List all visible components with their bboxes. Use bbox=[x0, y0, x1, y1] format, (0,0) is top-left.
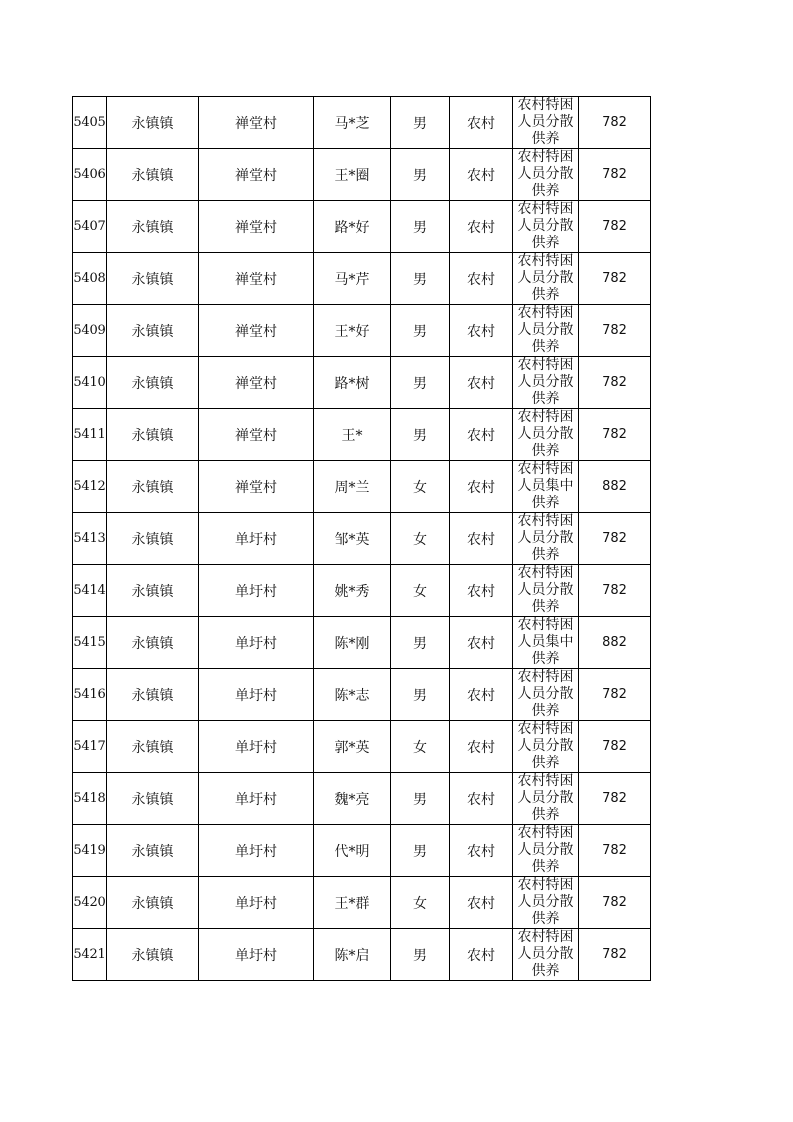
residence-type-cell: 农村 bbox=[450, 253, 513, 305]
residence-type-cell: 农村 bbox=[450, 461, 513, 513]
town-cell: 永镇镇 bbox=[107, 513, 199, 565]
amount-cell: 882 bbox=[579, 461, 651, 513]
residence-type-cell: 农村 bbox=[450, 565, 513, 617]
table-row bbox=[73, 409, 651, 461]
residence-type-cell: 农村 bbox=[450, 513, 513, 565]
amount-cell: 782 bbox=[579, 877, 651, 929]
amount-cell: 782 bbox=[579, 721, 651, 773]
town-cell: 永镇镇 bbox=[107, 305, 199, 357]
village-cell: 单圩村 bbox=[199, 825, 314, 877]
table-row bbox=[73, 669, 651, 721]
gender-cell: 男 bbox=[391, 253, 450, 305]
gender-cell: 女 bbox=[391, 513, 450, 565]
relief-category-cell bbox=[513, 773, 579, 825]
residence-type-cell: 农村 bbox=[450, 617, 513, 669]
residence-type-cell: 农村 bbox=[450, 149, 513, 201]
serial-number-cell: 5419 bbox=[73, 825, 107, 877]
amount-cell: 782 bbox=[579, 409, 651, 461]
relief-category-text: 农村特困人员分散供养 bbox=[517, 565, 574, 615]
town-cell: 永镇镇 bbox=[107, 461, 199, 513]
gender-cell: 男 bbox=[391, 669, 450, 721]
residence-type-cell: 农村 bbox=[450, 409, 513, 461]
village-cell: 单圩村 bbox=[199, 565, 314, 617]
gender-cell: 女 bbox=[391, 565, 450, 617]
gender-cell: 男 bbox=[391, 357, 450, 409]
residence-type-cell: 农村 bbox=[450, 721, 513, 773]
table-row bbox=[73, 929, 651, 981]
gender-cell: 男 bbox=[391, 409, 450, 461]
gender-cell: 男 bbox=[391, 773, 450, 825]
village-cell: 单圩村 bbox=[199, 669, 314, 721]
serial-number-cell: 5413 bbox=[73, 513, 107, 565]
serial-number-cell: 5412 bbox=[73, 461, 107, 513]
table-row bbox=[73, 825, 651, 877]
table-row bbox=[73, 97, 651, 149]
gender-cell: 男 bbox=[391, 305, 450, 357]
amount-cell: 782 bbox=[579, 825, 651, 877]
gender-cell: 男 bbox=[391, 617, 450, 669]
village-cell: 禅堂村 bbox=[199, 253, 314, 305]
town-cell: 永镇镇 bbox=[107, 929, 199, 981]
serial-number-cell: 5406 bbox=[73, 149, 107, 201]
town-cell: 永镇镇 bbox=[107, 877, 199, 929]
table-row bbox=[73, 305, 651, 357]
table-row bbox=[73, 357, 651, 409]
serial-number-cell: 5418 bbox=[73, 773, 107, 825]
table-row bbox=[73, 565, 651, 617]
gender-cell: 女 bbox=[391, 461, 450, 513]
amount-cell: 882 bbox=[579, 617, 651, 669]
serial-number-cell: 5415 bbox=[73, 617, 107, 669]
gender-cell: 女 bbox=[391, 877, 450, 929]
residence-type-cell: 农村 bbox=[450, 201, 513, 253]
gender-cell: 男 bbox=[391, 97, 450, 149]
serial-number-cell: 5405 bbox=[73, 97, 107, 149]
relief-category-cell bbox=[513, 877, 579, 929]
relief-category-cell bbox=[513, 565, 579, 617]
table-row bbox=[73, 513, 651, 565]
table-row bbox=[73, 773, 651, 825]
relief-category-cell bbox=[513, 409, 579, 461]
relief-category-text: 农村特困人员分散供养 bbox=[517, 253, 574, 303]
table-row bbox=[73, 877, 651, 929]
person-name-cell: 陈*启 bbox=[314, 929, 391, 981]
village-cell: 禅堂村 bbox=[199, 409, 314, 461]
relief-category-cell bbox=[513, 825, 579, 877]
relief-category-cell bbox=[513, 201, 579, 253]
relief-category-cell bbox=[513, 929, 579, 981]
serial-number-cell: 5407 bbox=[73, 201, 107, 253]
amount-cell: 782 bbox=[579, 97, 651, 149]
town-cell: 永镇镇 bbox=[107, 773, 199, 825]
gender-cell: 男 bbox=[391, 929, 450, 981]
table-row bbox=[73, 721, 651, 773]
serial-number-cell: 5409 bbox=[73, 305, 107, 357]
relief-category-text: 农村特困人员分散供养 bbox=[517, 201, 574, 251]
serial-number-cell: 5408 bbox=[73, 253, 107, 305]
amount-cell: 782 bbox=[579, 253, 651, 305]
relief-category-cell bbox=[513, 617, 579, 669]
serial-number-cell: 5416 bbox=[73, 669, 107, 721]
serial-number-cell: 5410 bbox=[73, 357, 107, 409]
village-cell: 禅堂村 bbox=[199, 201, 314, 253]
relief-category-text: 农村特困人员分散供养 bbox=[517, 773, 574, 823]
relief-category-cell bbox=[513, 461, 579, 513]
serial-number-cell: 5421 bbox=[73, 929, 107, 981]
table-row bbox=[73, 253, 651, 305]
person-name-cell: 路*树 bbox=[314, 357, 391, 409]
town-cell: 永镇镇 bbox=[107, 201, 199, 253]
relief-category-text: 农村特困人员集中供养 bbox=[517, 461, 574, 511]
relief-roster-table bbox=[72, 96, 651, 981]
person-name-cell: 代*明 bbox=[314, 825, 391, 877]
residence-type-cell: 农村 bbox=[450, 825, 513, 877]
amount-cell: 782 bbox=[579, 201, 651, 253]
person-name-cell: 王* bbox=[314, 409, 391, 461]
residence-type-cell: 农村 bbox=[450, 669, 513, 721]
amount-cell: 782 bbox=[579, 305, 651, 357]
relief-category-cell bbox=[513, 149, 579, 201]
town-cell: 永镇镇 bbox=[107, 357, 199, 409]
table-row bbox=[73, 201, 651, 253]
relief-category-text: 农村特困人员分散供养 bbox=[517, 97, 574, 147]
person-name-cell: 郭*英 bbox=[314, 721, 391, 773]
relief-category-text: 农村特困人员分散供养 bbox=[517, 357, 574, 407]
town-cell: 永镇镇 bbox=[107, 149, 199, 201]
relief-category-text: 农村特困人员分散供养 bbox=[517, 513, 574, 563]
town-cell: 永镇镇 bbox=[107, 97, 199, 149]
amount-cell: 782 bbox=[579, 929, 651, 981]
person-name-cell: 路*好 bbox=[314, 201, 391, 253]
serial-number-cell: 5411 bbox=[73, 409, 107, 461]
village-cell: 单圩村 bbox=[199, 513, 314, 565]
amount-cell: 782 bbox=[579, 565, 651, 617]
residence-type-cell: 农村 bbox=[450, 97, 513, 149]
residence-type-cell: 农村 bbox=[450, 773, 513, 825]
town-cell: 永镇镇 bbox=[107, 825, 199, 877]
village-cell: 单圩村 bbox=[199, 773, 314, 825]
relief-category-text: 农村特困人员分散供养 bbox=[517, 409, 574, 459]
person-name-cell: 王*群 bbox=[314, 877, 391, 929]
person-name-cell: 周*兰 bbox=[314, 461, 391, 513]
table-row bbox=[73, 617, 651, 669]
village-cell: 禅堂村 bbox=[199, 357, 314, 409]
person-name-cell: 马*芝 bbox=[314, 97, 391, 149]
gender-cell: 男 bbox=[391, 201, 450, 253]
relief-category-text: 农村特困人员分散供养 bbox=[517, 305, 574, 355]
person-name-cell: 邹*英 bbox=[314, 513, 391, 565]
residence-type-cell: 农村 bbox=[450, 357, 513, 409]
relief-category-cell bbox=[513, 357, 579, 409]
person-name-cell: 陈*志 bbox=[314, 669, 391, 721]
village-cell: 禅堂村 bbox=[199, 305, 314, 357]
relief-category-cell bbox=[513, 253, 579, 305]
amount-cell: 782 bbox=[579, 513, 651, 565]
serial-number-cell: 5414 bbox=[73, 565, 107, 617]
serial-number-cell: 5420 bbox=[73, 877, 107, 929]
relief-category-text: 农村特困人员分散供养 bbox=[517, 149, 574, 199]
town-cell: 永镇镇 bbox=[107, 669, 199, 721]
amount-cell: 782 bbox=[579, 357, 651, 409]
person-name-cell: 王*圈 bbox=[314, 149, 391, 201]
gender-cell: 男 bbox=[391, 825, 450, 877]
gender-cell: 男 bbox=[391, 149, 450, 201]
town-cell: 永镇镇 bbox=[107, 565, 199, 617]
village-cell: 禅堂村 bbox=[199, 97, 314, 149]
table-body bbox=[73, 97, 651, 981]
village-cell: 禅堂村 bbox=[199, 461, 314, 513]
serial-number-cell: 5417 bbox=[73, 721, 107, 773]
relief-category-cell bbox=[513, 513, 579, 565]
village-cell: 单圩村 bbox=[199, 929, 314, 981]
village-cell: 单圩村 bbox=[199, 721, 314, 773]
person-name-cell: 魏*亮 bbox=[314, 773, 391, 825]
relief-category-text: 农村特困人员分散供养 bbox=[517, 877, 574, 927]
relief-category-text: 农村特困人员分散供养 bbox=[517, 669, 574, 719]
relief-category-text: 农村特困人员分散供养 bbox=[517, 721, 574, 771]
residence-type-cell: 农村 bbox=[450, 877, 513, 929]
relief-category-cell bbox=[513, 97, 579, 149]
residence-type-cell: 农村 bbox=[450, 305, 513, 357]
relief-category-cell bbox=[513, 669, 579, 721]
person-name-cell: 姚*秀 bbox=[314, 565, 391, 617]
town-cell: 永镇镇 bbox=[107, 617, 199, 669]
residence-type-cell: 农村 bbox=[450, 929, 513, 981]
person-name-cell: 陈*刚 bbox=[314, 617, 391, 669]
person-name-cell: 王*好 bbox=[314, 305, 391, 357]
amount-cell: 782 bbox=[579, 669, 651, 721]
table-row bbox=[73, 461, 651, 513]
amount-cell: 782 bbox=[579, 773, 651, 825]
relief-category-cell bbox=[513, 721, 579, 773]
person-name-cell: 马*芹 bbox=[314, 253, 391, 305]
village-cell: 禅堂村 bbox=[199, 149, 314, 201]
relief-category-cell bbox=[513, 305, 579, 357]
relief-category-text: 农村特困人员分散供养 bbox=[517, 825, 574, 875]
town-cell: 永镇镇 bbox=[107, 253, 199, 305]
gender-cell: 女 bbox=[391, 721, 450, 773]
relief-category-text: 农村特困人员集中供养 bbox=[517, 617, 574, 667]
town-cell: 永镇镇 bbox=[107, 721, 199, 773]
town-cell: 永镇镇 bbox=[107, 409, 199, 461]
table-row bbox=[73, 149, 651, 201]
amount-cell: 782 bbox=[579, 149, 651, 201]
village-cell: 单圩村 bbox=[199, 617, 314, 669]
village-cell: 单圩村 bbox=[199, 877, 314, 929]
relief-category-text: 农村特困人员分散供养 bbox=[517, 929, 574, 979]
